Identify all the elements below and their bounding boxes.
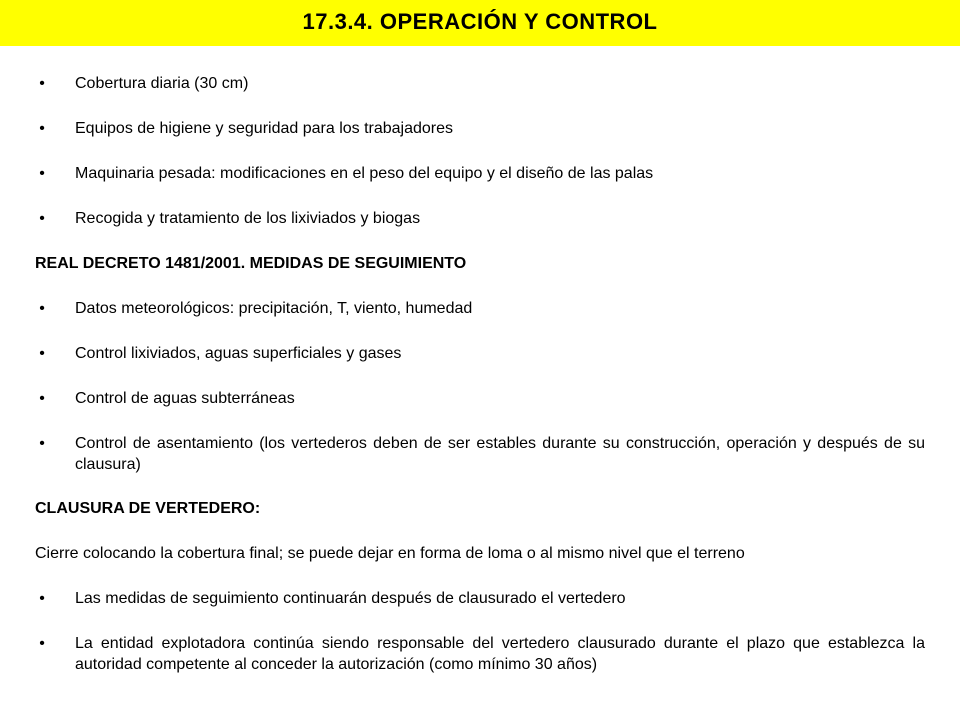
list-item-text: Equipos de higiene y seguridad para los trabajadores xyxy=(75,120,454,137)
list-item xyxy=(35,163,925,184)
list-item xyxy=(35,73,925,94)
list-item-text: Maquinaria pesada: modificaciones en el peso del equipo y el diseño de las palas xyxy=(75,165,654,182)
bullet-icon: • xyxy=(39,635,45,652)
bullet-icon: • xyxy=(39,435,45,452)
paragraph-text: Cierre colocando la cobertura final; se puede dejar en forma de loma o al mismo nivel que el terreno xyxy=(35,545,745,562)
list-item-text: Datos meteorológicos: precipitación, T, viento, humedad xyxy=(75,300,473,317)
list-item xyxy=(35,433,925,475)
bullet-icon: • xyxy=(39,390,45,407)
list-item-text: Recogida y tratamiento de los lixiviados y biogas xyxy=(75,210,421,227)
title-bar xyxy=(0,0,960,46)
list-item xyxy=(35,633,925,675)
bullet-icon: • xyxy=(39,75,45,92)
section-heading-clausura: CLAUSURA DE VERTEDERO: xyxy=(35,500,261,517)
bullet-icon: • xyxy=(39,210,45,227)
bullet-icon: • xyxy=(39,590,45,607)
bullet-icon: • xyxy=(39,300,45,317)
list-item-text: Cobertura diaria (30 cm) xyxy=(75,75,249,92)
bullet-icon: • xyxy=(39,165,45,182)
bullet-icon: • xyxy=(39,120,45,137)
list-item-text: Control lixiviados, aguas superficiales y gases xyxy=(75,345,402,362)
list-item xyxy=(35,208,925,229)
slide-content xyxy=(35,73,925,699)
list-item-text: La entidad explotadora continúa siendo responsable del vertedero clausurado durante el plazo que establezca la autoridad competente al conceder la autorización (como mínimo 30 años) xyxy=(75,635,925,673)
bullet-icon: • xyxy=(39,345,45,362)
list-item xyxy=(35,118,925,139)
list-item xyxy=(35,388,925,409)
page-title: 17.3.4. OPERACIÓN Y CONTROL xyxy=(302,9,658,34)
list-item-text: Control de aguas subterráneas xyxy=(75,390,295,407)
section-heading-seguimiento: REAL DECRETO 1481/2001. MEDIDAS DE SEGUIMIENTO xyxy=(35,255,467,272)
list-item-text: Las medidas de seguimiento continuarán después de clausurado el vertedero xyxy=(75,590,626,607)
list-item-text: Control de asentamiento (los vertederos deben de ser estables durante su construcción, operación y después de su clausura) xyxy=(75,435,925,473)
list-item xyxy=(35,298,925,319)
list-item xyxy=(35,588,925,609)
list-item xyxy=(35,343,925,364)
